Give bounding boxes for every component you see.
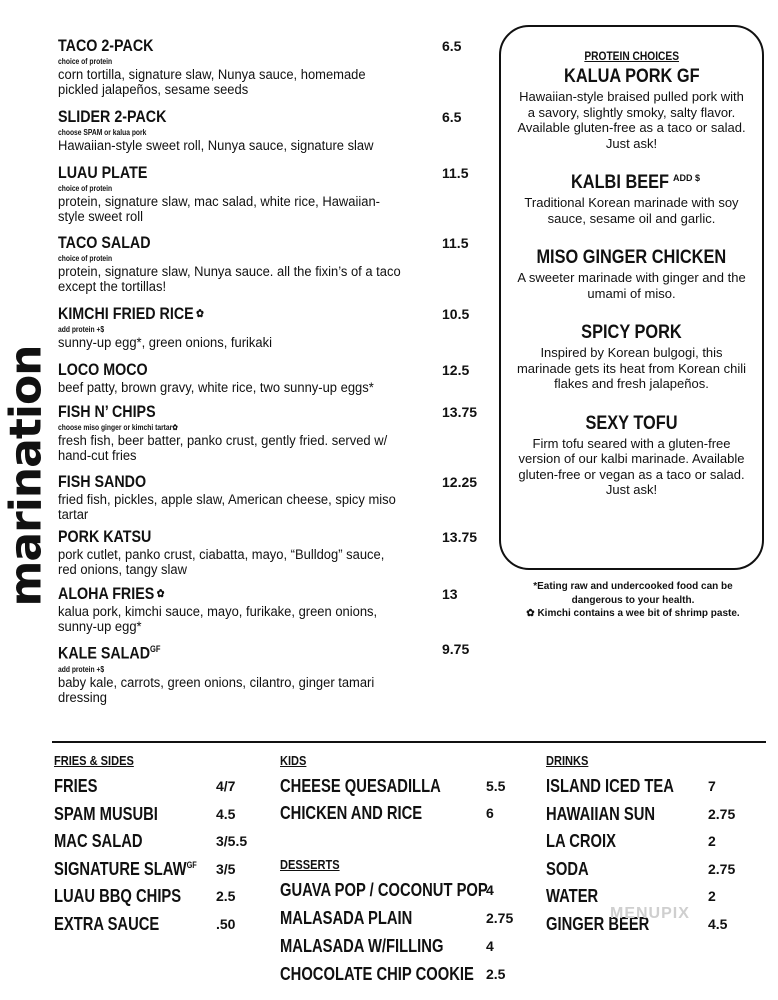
menu-item-description: beef patty, brown gravy, white rice, two sunny-up eggs*	[58, 380, 374, 395]
disclaimer-health: dangerous to your health.	[571, 594, 695, 606]
drinks-title: DRINKS	[546, 753, 589, 768]
menu-item-title: FISH N’ CHIPS	[58, 402, 156, 421]
row-price: 2.75	[708, 860, 736, 877]
fries-sides-title: FRIES & SIDES	[54, 753, 134, 768]
row-name-text: CHEESE QUESADILLA	[280, 776, 441, 796]
menu-item-note: add protein +$	[58, 664, 105, 674]
protein-name: KALBI BEEF	[570, 172, 670, 193]
protein-choices-box	[499, 25, 764, 570]
menu-item	[58, 163, 478, 224]
watermark: MENUPIX	[610, 905, 690, 922]
brand-text: marination	[0, 345, 52, 607]
menu-row	[280, 880, 533, 901]
protein-title	[501, 321, 762, 345]
protein-description: Inspired by Korean bulgogi, this marinade gets its heat from Korean chili flakes and fresh jalapeños.	[516, 345, 747, 391]
menu-item-description: Hawaiian-style sweet roll, Nunya sauce, signature slaw	[58, 138, 374, 153]
protein-title	[501, 171, 762, 195]
menu-item-title: KIMCHI FRIED RICE	[58, 304, 194, 323]
protein-description: Hawaiian-style braised pulled pork with a savory, slightly smoky, salty flavor. Available gluten-free as a taco or salad. Just ask!	[517, 89, 746, 151]
row-name-text: ISLAND ICED TEA	[546, 776, 674, 796]
menu-item	[58, 304, 478, 350]
row-price: 2	[708, 888, 716, 904]
menu-item-name	[58, 107, 166, 127]
row-name-text: FRIES	[54, 776, 98, 796]
row-name-text: GINGER BEER	[546, 913, 650, 934]
row-name-text: LUAU BBQ CHIPS	[54, 886, 182, 906]
row-price: 4	[486, 938, 494, 954]
protein-name: SPICY PORK	[581, 322, 682, 343]
protein-description: A sweeter marinade with ginger and the umami of miso.	[517, 270, 746, 301]
row-name-text: MAC SALAD	[54, 831, 143, 851]
protein-choice	[501, 65, 762, 151]
row-price: 2.75	[708, 805, 736, 822]
desserts-section	[280, 856, 514, 984]
row-price: 6	[486, 805, 494, 821]
menu-item	[58, 233, 478, 294]
menu-item	[58, 527, 478, 577]
row-name-text: CHOCOLATE CHIP COOKIE	[280, 964, 474, 984]
row-price: 4.5	[708, 915, 728, 932]
menu-item-name	[58, 163, 147, 183]
menu-item-description: sunny-up egg*, green onions, furikaki	[58, 335, 272, 350]
menu-item-description: protein, signature slaw, Nunya sauce. all the fixin’s of a taco except the tortillas!	[58, 264, 401, 294]
row-name	[546, 776, 674, 797]
menu-row	[54, 803, 236, 825]
protein-choices-heading: PROTEIN CHOICES	[584, 49, 679, 63]
row-price: 4.5	[216, 805, 236, 822]
menu-item-name	[58, 36, 153, 56]
protein-choice	[501, 321, 762, 392]
row-price: 2.75	[486, 910, 514, 926]
row-name	[280, 880, 488, 901]
row-name	[54, 886, 181, 907]
kimchi-icon: ✿	[196, 308, 204, 320]
menu-item-title: TACO SALAD	[58, 233, 151, 252]
kids-title: KIDS	[280, 753, 307, 768]
menu-item-title: PORK KATSU	[58, 527, 152, 546]
menu-item-price: 6.5	[442, 109, 462, 125]
disclaimer	[508, 580, 758, 621]
row-name	[54, 914, 159, 935]
menu-item-title: ALOHA FRIES	[58, 584, 155, 603]
row-name	[546, 859, 589, 880]
menu-row	[54, 886, 236, 907]
menu-item-note: choose SPAM or kalua pork	[58, 128, 147, 137]
menu-item-price: 11.5	[442, 235, 469, 251]
menu-item-description: fresh fish, beer batter, panko crust, gently fried. served w/ hand-cut fries	[58, 433, 388, 463]
fries-sides-section	[54, 752, 254, 934]
menu-item-price: 6.5	[442, 38, 462, 54]
menu-row	[54, 858, 236, 880]
menu-row	[280, 908, 514, 929]
menu-item-name	[58, 639, 161, 664]
menu-row	[546, 776, 716, 797]
menu-item-price: 12.5	[442, 362, 470, 378]
desserts-title: DESSERTS	[280, 857, 340, 872]
menu-item-description: fried fish, pickles, apple slaw, American cheese, spicy miso tartar	[58, 492, 396, 522]
protein-title	[501, 65, 762, 89]
row-name	[280, 964, 474, 985]
section-divider	[52, 741, 766, 743]
row-price: 5.5	[486, 778, 506, 794]
menu-item	[58, 36, 478, 97]
kids-section	[280, 752, 510, 823]
menu-item-name	[58, 402, 156, 422]
menu-item-note: choose miso ginger or kimchi tartar✿	[58, 423, 178, 432]
menu-item-title: LOCO MOCO	[58, 360, 148, 379]
row-name-text: LA CROIX	[546, 831, 616, 851]
menu-row	[54, 913, 236, 935]
menu-row	[280, 964, 516, 985]
menu-item-name	[58, 360, 148, 380]
menu-row	[546, 831, 716, 852]
menu-row	[54, 776, 236, 797]
menu-item-note: add protein +$	[58, 325, 105, 334]
row-name	[280, 908, 412, 929]
row-name	[54, 776, 97, 797]
row-name	[280, 936, 443, 957]
protein-choice	[501, 246, 762, 301]
row-name-text: MALASADA PLAIN	[280, 908, 413, 928]
brand-wordmark	[0, 345, 56, 607]
menu-item-note: choice of protein	[58, 184, 113, 193]
menu-item-title: SLIDER 2-PACK	[58, 107, 167, 126]
row-name	[546, 886, 598, 907]
menu-item-name	[58, 304, 204, 324]
protein-name: MISO GINGER CHICKEN	[536, 247, 727, 268]
menu-row	[546, 886, 716, 907]
menu-item-price: 13	[442, 586, 458, 602]
row-name	[280, 803, 422, 824]
protein-description: Firm tofu seared with a gluten-free version of our kalbi marinade. Available gluten-free or vegan as a taco or salad. Just ask!	[518, 435, 745, 497]
menu-item-title: TACO 2-PACK	[58, 36, 154, 55]
menu-item-title: FISH SANDO	[58, 472, 147, 491]
menu-item	[58, 107, 478, 153]
menu-item-title: LUAU PLATE	[58, 163, 148, 182]
row-price: 3/5.5	[216, 833, 248, 849]
menu-item-name	[58, 584, 165, 604]
menu-item-price: 13.75	[442, 404, 478, 420]
row-name-text: SPAM MUSUBI	[54, 803, 158, 824]
menu-row	[546, 858, 736, 880]
menu-item-description: protein, signature slaw, mac salad, white rice, Hawaiian-style sweet roll	[58, 194, 380, 224]
menu-item-title: KALE SALAD	[58, 643, 151, 663]
protein-name: KALUA PORK GF	[563, 66, 700, 87]
protein-choice	[501, 171, 762, 226]
menu-row	[280, 803, 494, 824]
row-price: 2.5	[486, 966, 506, 982]
protein-description: Traditional Korean marinade with soy sauce, sesame oil and garlic.	[524, 195, 739, 226]
row-price: 4	[486, 882, 494, 898]
protein-list	[501, 65, 762, 498]
protein-price-tag: ADD $	[672, 173, 700, 183]
protein-choice	[501, 412, 762, 498]
menu-item-price: 9.75	[442, 641, 470, 657]
menu-item	[58, 584, 478, 634]
gluten-free-tag: GF	[186, 859, 197, 870]
menu-item-price: 13.75	[442, 529, 478, 545]
menu-item-price: 10.5	[442, 306, 470, 322]
menu-row	[546, 803, 736, 825]
menu-row	[280, 776, 506, 797]
row-name	[54, 831, 143, 852]
row-price: 4/7	[216, 778, 236, 794]
menu-item-price: 12.25	[442, 474, 478, 490]
row-price: 3/5	[216, 860, 236, 877]
menu-item-description: baby kale, carrots, green onions, cilantro, ginger tamari dressing	[58, 674, 375, 705]
row-name-text: HAWAIIAN SUN	[546, 803, 656, 824]
row-name	[54, 859, 197, 880]
row-name-text: GUAVA POP / COCONUT POP	[280, 880, 488, 900]
row-name-text: WATER	[546, 886, 599, 906]
menu-item	[58, 472, 478, 522]
row-name	[54, 804, 158, 825]
row-name-text: CHICKEN AND RICE	[280, 803, 423, 823]
protein-title	[501, 412, 762, 436]
menu-item	[58, 402, 478, 463]
menu-item-note: choice of protein	[58, 57, 113, 66]
menu-item	[58, 360, 478, 395]
disclaimer-kimchi: ✿ Kimchi contains a wee bit of shrimp paste.	[526, 608, 740, 619]
row-name-text: SIGNATURE SLAW	[54, 858, 187, 879]
gluten-free-tag: GF	[150, 644, 161, 654]
row-name	[546, 804, 655, 825]
disclaimer-raw-food: *Eating raw and undercooked food can be	[533, 581, 733, 592]
menu-item-name	[58, 472, 146, 492]
menu-row	[54, 831, 248, 852]
menu-item-price: 11.5	[442, 165, 469, 181]
row-name-text: MALASADA W/FILLING	[280, 936, 444, 956]
row-name-text: EXTRA SAUCE	[54, 913, 160, 934]
row-name-text: SODA	[546, 858, 589, 879]
menu-item-description: pork cutlet, panko crust, ciabatta, mayo, “Bulldog” sauce, red onions, tangy slaw	[58, 547, 385, 577]
row-name	[280, 776, 441, 797]
row-name	[546, 831, 616, 852]
menu-item	[58, 639, 478, 705]
menu-item-name	[58, 233, 151, 253]
row-price: 2.5	[216, 888, 236, 904]
protein-title	[501, 246, 762, 270]
row-price: 2	[708, 833, 716, 849]
protein-name: SEXY TOFU	[585, 412, 678, 434]
menu-item-description: corn tortilla, signature slaw, Nunya sauce, homemade pickled jalapeños, sesame seeds	[58, 67, 366, 97]
menu-row	[280, 936, 494, 957]
menu-item-note: choice of protein	[58, 254, 113, 263]
row-price: .50	[216, 915, 236, 932]
row-price: 7	[708, 778, 716, 794]
kimchi-icon: ✿	[156, 588, 165, 600]
menu-item-description: kalua pork, kimchi sauce, mayo, furikake, green onions, sunny-up egg*	[58, 604, 378, 634]
menu-item-name	[58, 527, 151, 547]
